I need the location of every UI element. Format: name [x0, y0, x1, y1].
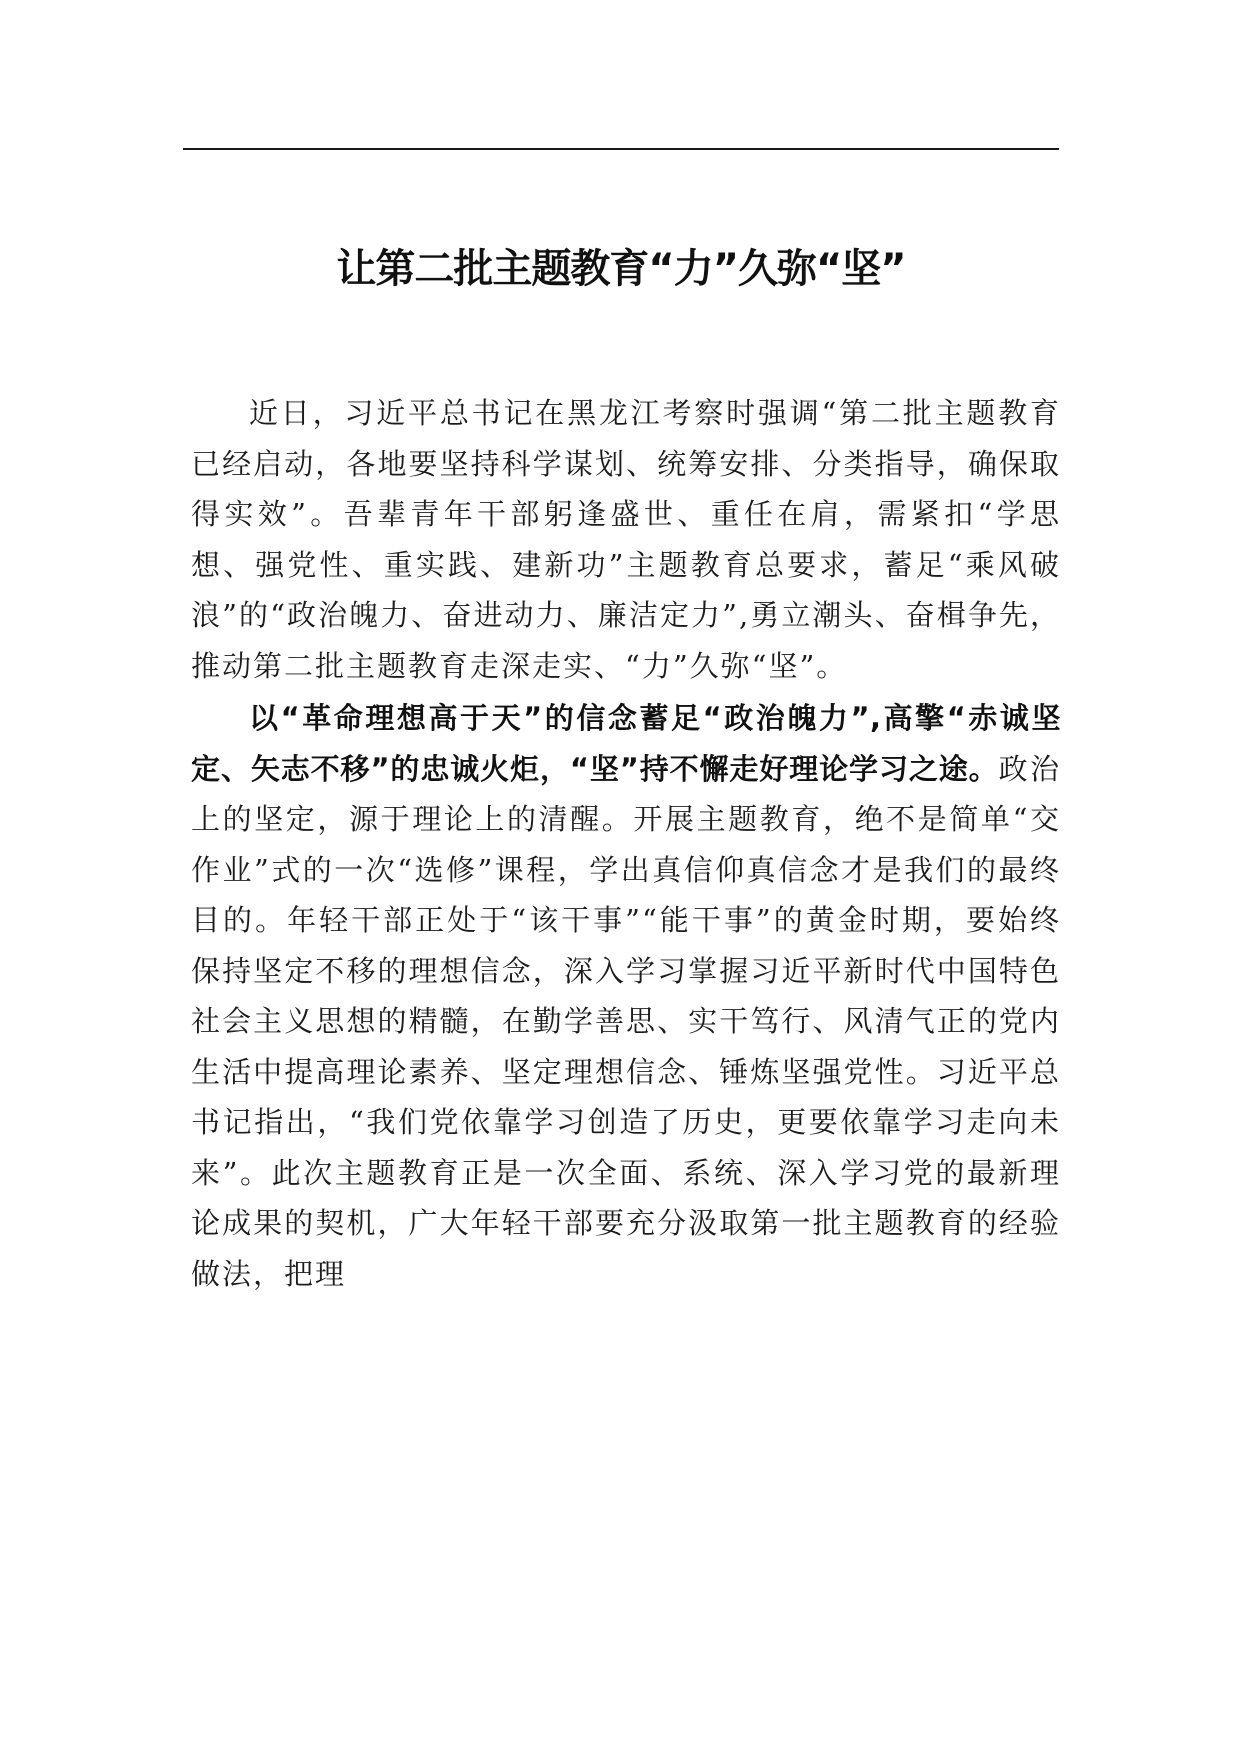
- document-body: [191, 388, 1061, 1299]
- paragraph-section-1: [191, 693, 1061, 1299]
- paragraph-intro: [191, 388, 1061, 691]
- paragraph-lead-heading: 以“革命理想高于天”的信念蓄足“政治魄力”,高擎“赤诚坚定、矢志不移”的忠诚火炬，“坚”持不懈走好理论学习之途。: [191, 701, 1061, 786]
- paragraph-text: 政治上的坚定，源于理论上的清醒。开展主题教育，绝不是简单“交作业”式的一次“选修”课程，学出真信仰真信念才是我们的最终目的。年轻干部正处于“该干事”“能干事”的黄金时期，要始终保持坚定不移的理想信念，深入学习掌握习近平新时代中国特色社会主义思想的精髓，在勤学善思、实干笃行、风清气正的党内生活中提高理论素养、坚定理想信念、锤炼坚强党性。习近平总书记指出，“我们党依靠学习创造了历史，更要依靠学习走向未来”。此次主题教育正是一次全面、系统、深入学习党的最新理论成果的契机，广大年轻干部要充分汲取第一批主题教育的经验做法，把理: [191, 751, 1061, 1291]
- document-title: 让第二批主题教育“力”久弥“坚”: [336, 245, 906, 292]
- paragraph-text: 近日，习近平总书记在黑龙江考察时强调“第二批主题教育已经启动，各地要坚持科学谋划、统筹安排、分类指导，确保取得实效”。吾辈青年干部躬逢盛世、重任在肩，需紧扣“学思想、强党性、重实践、建新功”主题教育总要求，蓄足“乘风破浪”的“政治魄力、奋进动力、廉洁定力”,勇立潮头、奋楫争先，推动第二批主题教育走深走实、“力”久弥“坚”。: [191, 396, 1061, 683]
- header-rule: [183, 148, 1059, 150]
